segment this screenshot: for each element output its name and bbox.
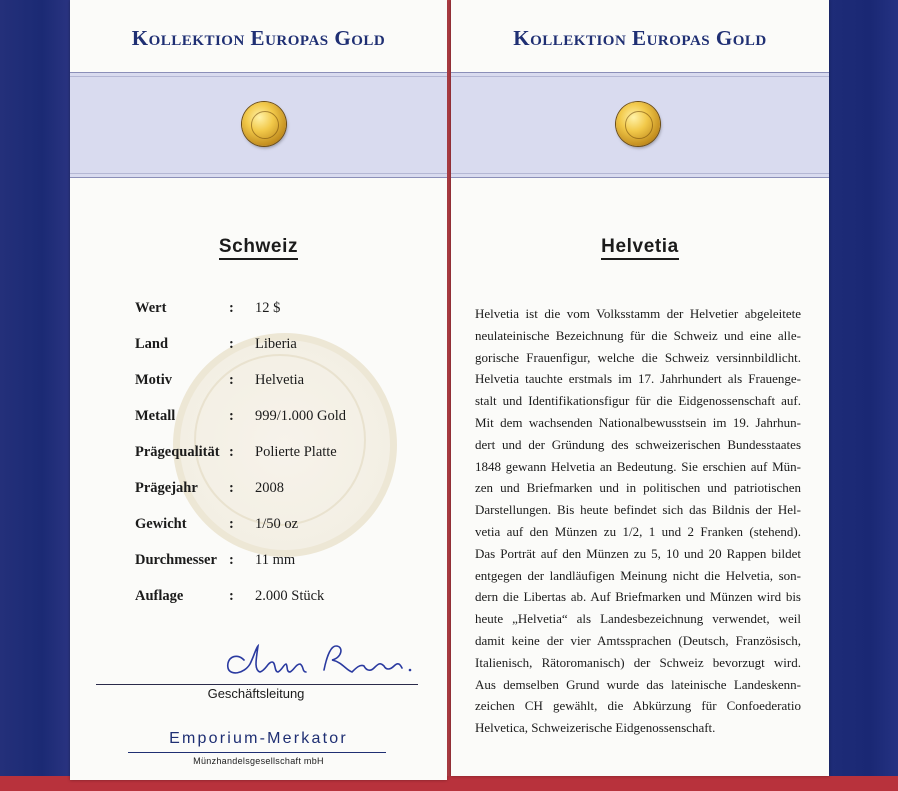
spec-value: Helvetia <box>255 372 305 388</box>
coin-reverse-icon <box>616 102 660 146</box>
text-line: stalt und Identifikationsfigur für die Eidgenossenschaft auf. <box>475 393 801 409</box>
brand-title: Kollektion Europas Gold <box>131 26 386 50</box>
spec-separator: : <box>229 480 234 496</box>
company-subtitle: Münzhandelsgesellschaft mbH <box>193 756 324 766</box>
country-heading-text: Schweiz <box>219 236 298 260</box>
certificate-card-right <box>451 0 829 776</box>
text-line: vetia auf den Münzen zu 1/2, 1 und 2 Franken (stehend). <box>475 523 801 539</box>
spec-label: Motiv <box>135 372 173 388</box>
spec-row <box>135 480 435 516</box>
background-left <box>0 0 70 791</box>
text-line: Das Porträt auf den Münzen zu 5, 10 und 20 Rappen bildet <box>475 545 801 561</box>
spec-label: Land <box>135 336 169 352</box>
spec-label: Metall <box>135 408 176 424</box>
certificate-card-left <box>70 0 447 780</box>
spec-label: Durchmesser <box>135 552 217 568</box>
text-line: damit keine der vier Amtssprachen (Deutsch, Französisch, <box>475 632 801 648</box>
spec-separator: : <box>229 408 234 424</box>
company-divider <box>128 752 386 753</box>
signature-line <box>96 684 418 685</box>
spec-row <box>135 444 435 480</box>
text-line: dert und der Gründung des schweizerischen Bundesstaates <box>475 436 801 452</box>
text-line: Italienisch, Rätoromanisch) der Schweiz bevorzugt wird. <box>475 654 801 670</box>
spec-separator: : <box>229 444 234 460</box>
spec-label: Prägejahr <box>135 480 198 496</box>
text-line: Helvetia tauchte erstmals im 17. Jahrhundert als Frauenge- <box>475 371 801 387</box>
spec-value: 2.000 Stück <box>255 588 325 604</box>
signature-caption: Geschäftsleitung <box>207 686 305 701</box>
spec-label: Gewicht <box>135 516 187 532</box>
spec-value: 12 $ <box>255 300 281 316</box>
spec-value: 999/1.000 Gold <box>255 408 347 424</box>
text-line: Aus demselben Grund wurde das lateinische Landeskenn- <box>475 676 801 692</box>
spec-table <box>135 300 435 624</box>
text-line: dern die Libertas ab. Auf Briefmarken und Münzen wird bis <box>475 589 801 605</box>
spec-separator: : <box>229 372 234 388</box>
description-text <box>475 303 801 739</box>
text-line: gorische Frauenfigur, welche die Schweiz versinnbildlicht. <box>475 349 801 365</box>
text-line: zeichen CH gewählt, die Abkürzung für Confoederatio <box>475 698 801 714</box>
text-line: entgegen der landläufigen Meinung nicht die Helvetia, son- <box>475 567 801 583</box>
signature-icon <box>166 640 416 682</box>
text-line: heute „Helvetia“ als Landesbezeichnung verwendet, weil <box>475 611 801 627</box>
spec-separator: : <box>229 300 234 316</box>
spec-row <box>135 408 435 444</box>
text-line: Darstellungen. Bis heute befindet sich das Bildnis der Hel- <box>475 502 801 518</box>
text-line: neulateinische Bezeichnung für die Schweiz und eine alle- <box>475 327 801 343</box>
background-right <box>828 0 898 791</box>
spec-value: Liberia <box>255 336 297 352</box>
spec-separator: : <box>229 516 234 532</box>
spec-row <box>135 516 435 552</box>
text-line: Mit dem wachsenden Nationalbewusstsein im 19. Jahrhun- <box>475 414 801 430</box>
text-line: Helvetia ist die vom Volksstamm der Helvetier abgeleitete <box>475 306 801 321</box>
text-line: Helvetica, Schweizerische Eidgenossenschaft. <box>475 720 716 736</box>
topic-heading <box>451 236 829 258</box>
spec-separator: : <box>229 336 234 352</box>
spec-value: 2008 <box>255 480 284 496</box>
text-line: zen und Briefmarken und in politischen und patriotischen <box>475 480 801 496</box>
spec-value: 11 mm <box>255 552 296 568</box>
company-name: Emporium-Merkator <box>169 730 348 747</box>
brand-title: Kollektion Europas Gold <box>513 26 767 50</box>
spec-row <box>135 300 435 336</box>
spec-value: 1/50 oz <box>255 516 299 532</box>
spec-label: Prägequalität <box>135 444 220 460</box>
spec-label: Auflage <box>135 588 184 604</box>
topic-heading-text: Helvetia <box>601 236 679 260</box>
spec-row <box>135 552 435 588</box>
coin-obverse-icon <box>242 102 286 146</box>
text-line: 1848 gewann Helvetia an Bedeutung. Sie erschien auf Mün- <box>475 458 801 474</box>
spec-value: Polierte Platte <box>255 444 337 460</box>
spec-row <box>135 336 435 372</box>
country-heading <box>70 236 447 258</box>
spec-separator: : <box>229 588 234 604</box>
spec-row <box>135 372 435 408</box>
spec-separator: : <box>229 552 234 568</box>
spec-label: Wert <box>135 300 167 316</box>
spec-row <box>135 588 435 624</box>
